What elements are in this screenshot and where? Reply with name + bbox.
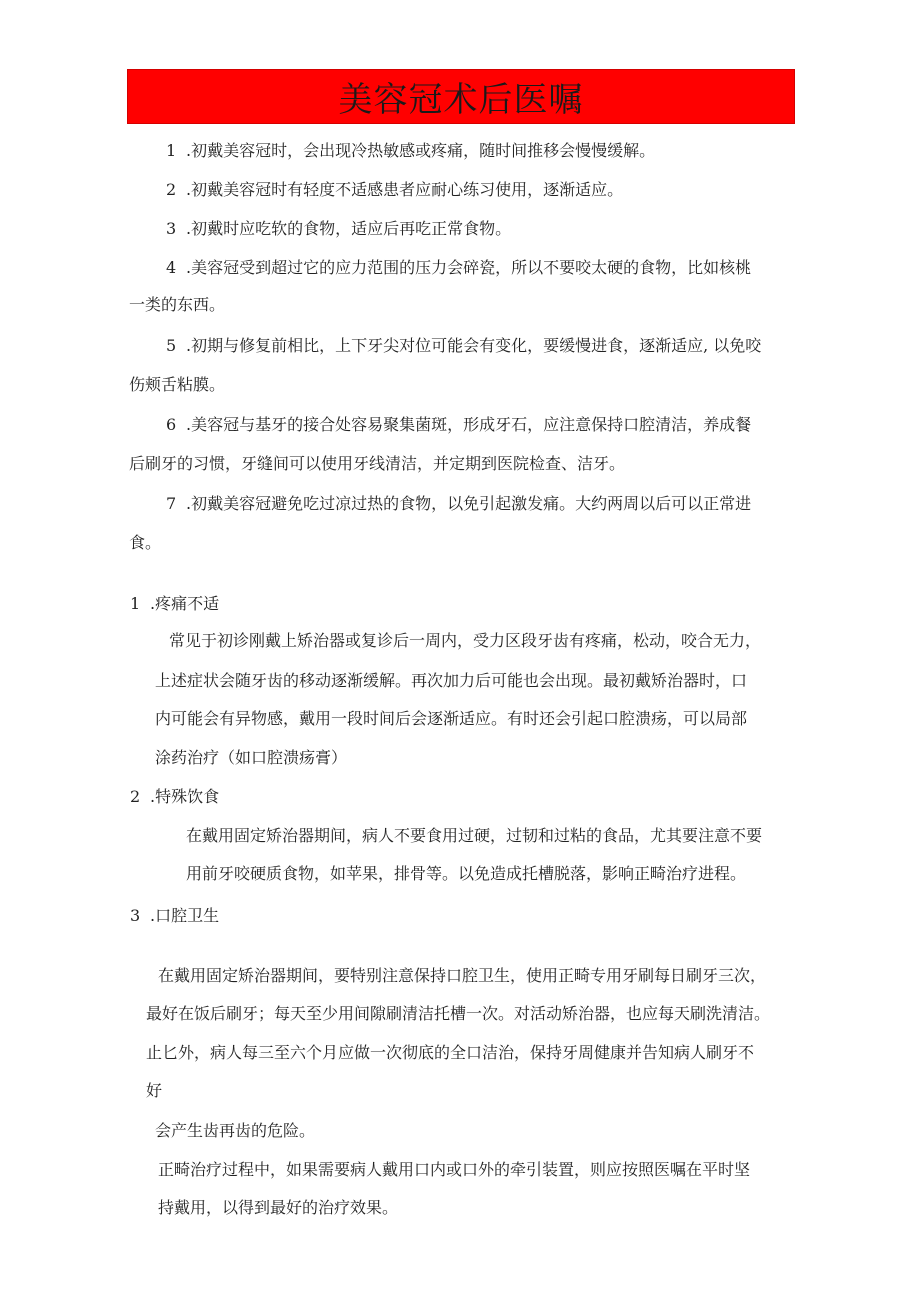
list-item-continuation: 伤颊舌粘膜。: [129, 375, 226, 394]
list-item: 2 .初戴美容冠时有轻度不适感患者应耐心练习使用，逐渐适应。: [166, 180, 624, 199]
list-item: 7 .初戴美容冠避免吃过凉过热的食物，以免引起激发痛。大约两周以后可以正常进: [166, 494, 752, 513]
section-line: 用前牙咬硬质食物，如苹果，排骨等。以免造成托槽脱落，影响正畸治疗进程。: [186, 864, 747, 883]
section-line: 持戴用，以得到最好的治疗效果。: [158, 1198, 399, 1217]
title-banner: [127, 69, 795, 124]
list-item: 1 .初戴美容冠时，会出现冷热敏感或疼痛，随时间推移会慢慢缓解。: [166, 141, 656, 160]
section-line: 止匕外，病人每三至六个月应做一次彻底的全口洁治，保持牙周健康并告知病人刷牙不: [146, 1043, 755, 1062]
section-line: 常见于初诊刚戴上矫治器或复诊后一周内，受力区段牙齿有疼痛，松动，咬合无力，: [169, 631, 762, 650]
list-item-continuation: 食。: [129, 533, 162, 552]
section-line: 内可能会有异物感，戴用一段时间后会逐渐适应。有时还会引起口腔溃疡，可以局部: [155, 709, 748, 728]
list-item-continuation: 一类的东西。: [129, 295, 226, 314]
section-line: 好: [146, 1081, 163, 1100]
list-item: 5 .初期与修复前相比，上下牙尖对位可能会有变化，要缓慢进食，逐渐适应, 以免咬: [166, 336, 762, 355]
section-heading: 3 .口腔卫生: [130, 906, 220, 925]
section-line: 上述症状会随牙齿的移动逐渐缓解。再次加力后可能也会出现。最初戴矫治器时，口: [155, 671, 748, 690]
section-line: 涂药治疗（如口腔溃疡膏）: [155, 748, 348, 767]
section-heading: 1 .疼痛不适: [130, 594, 220, 613]
list-item: 6 .美容冠与基牙的接合处容易聚集菌斑，形成牙石，应注意保持口腔清洁，养成餐: [166, 415, 752, 434]
list-item: 4 .美容冠受到超过它的应力范围的压力会碎瓷，所以不要咬太硬的食物，比如核桃: [166, 258, 752, 277]
section-line: 在戴用固定矫治器期间，要特别注意保持口腔卫生，使用正畸专用牙刷每日刷牙三次，: [158, 966, 767, 985]
list-item-continuation: 后刷牙的习惯，牙缝间可以使用牙线清洁，并定期到医院检查、洁牙。: [129, 454, 626, 473]
list-item: 3 .初戴时应吃软的食物，适应后再吃正常食物。: [166, 219, 512, 238]
page-title: 美容冠术后医嘱: [338, 80, 584, 120]
section-heading: 2 .特殊饮食: [130, 787, 220, 806]
section-line: 在戴用固定矫治器期间，病人不要食用过硬，过韧和过粘的食品，尤其要注意不要: [186, 826, 763, 845]
section-line: 正畸治疗过程中，如果需要病人戴用口内或口外的牵引装置，则应按照医嘱在平时坚: [158, 1160, 751, 1179]
section-line: 最好在饭后刷牙；每天至少用间隙刷清洁托槽一次。对活动矫治器，也应每天刷洗清洁。: [146, 1004, 771, 1023]
section-line: 会产生齿再齿的危险。: [155, 1121, 316, 1140]
